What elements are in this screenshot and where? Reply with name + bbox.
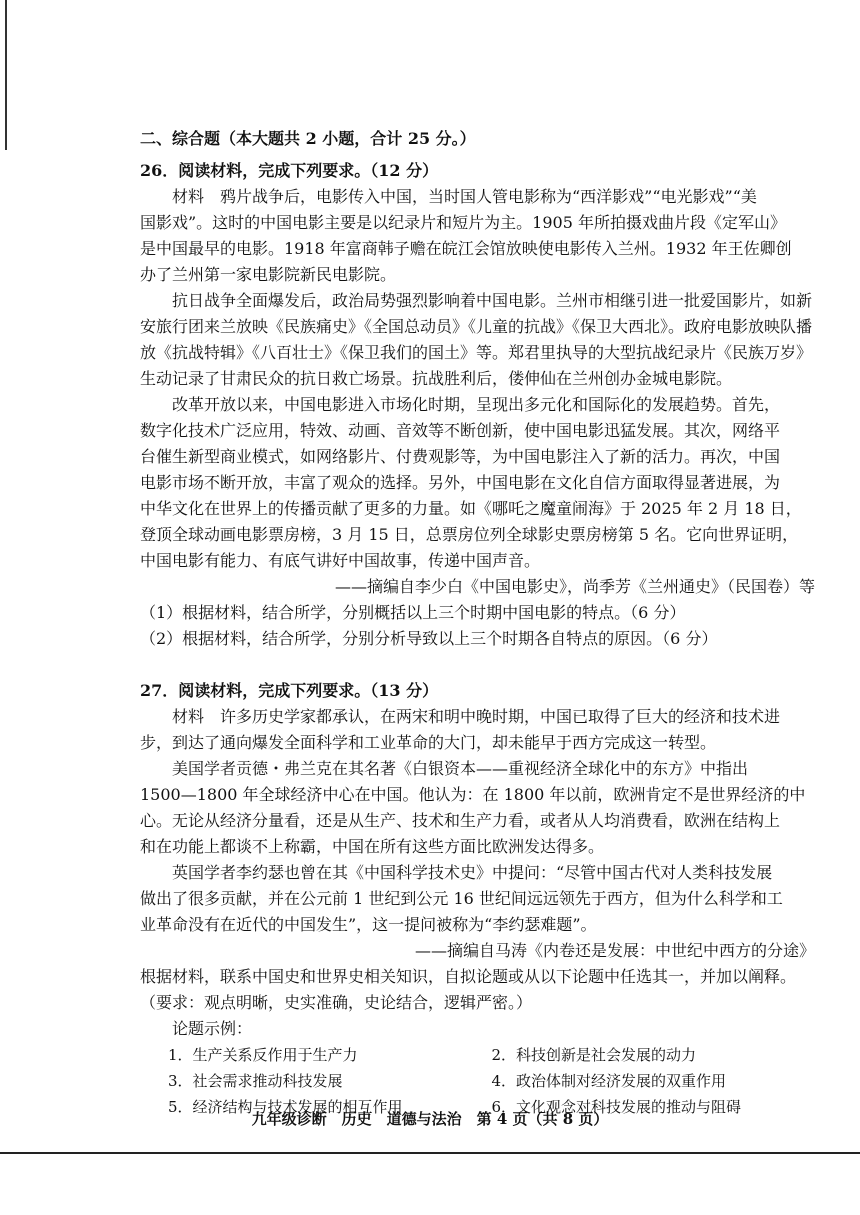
q26-material-line: 数字化技术广泛应用，特效、动画、音效等不断创新，使中国电影迅猛发展。其次，网络平: [140, 421, 781, 440]
q27-material-line: 心。无论从经济分量看，还是从生产、技术和生产力看，或者从人均消费看，欧洲在结构上: [140, 811, 781, 830]
q27-material-line: 美国学者贡德・弗兰克在其名著《白银资本——重视经济全球化中的东方》中指出: [172, 759, 749, 778]
page-content: [140, 126, 815, 1120]
q26-task-1: （1）根据材料，结合所学，分别概括以上三个时期中国电影的特点。（6 分）: [140, 603, 686, 622]
q27-material-line: 英国学者李约瑟也曾在其《中国科学技术史》中提问：“尽管中国古代对人类科技发展: [172, 863, 773, 882]
q26-material-line: 抗日战争全面爆发后，政治局势强烈影响着中国电影。兰州市相继引进一批爱国影片，如新: [172, 291, 813, 310]
topic-item: 3．社会需求推动科技发展: [168, 1072, 343, 1090]
q26-material-line: 安旅行团来兰放映《民族痛史》《全国总动员》《儿童的抗战》《保卫大西北》。政府电影放映队播: [140, 317, 813, 336]
q27-instruction: 根据材料，联系中国史和世界史相关知识，自拟论题或从以下论题中任选其一，并加以阐释。: [140, 967, 797, 986]
topic-item: 6．文化观念对科技发展的推动与阻碍: [491, 1098, 742, 1116]
section-heading: 二、综合题（本大题共 2 小题，合计 25 分。）: [140, 129, 476, 148]
q27-requirement: （要求：观点明晰，史实准确，史论结合，逻辑严密。）: [140, 993, 533, 1012]
topic-item: 2．科技创新是社会发展的动力: [491, 1046, 697, 1064]
page-footer: 九年级诊断 历史 道德与法治 第 4 页（共 8 页）: [251, 1110, 609, 1128]
bottom-divider: [0, 1152, 860, 1154]
q26-material-line: 中华文化在世界上的传播贡献了更多的力量。如《哪吒之魔童闹海》于 2025 年 2 月 18 日，: [140, 499, 802, 518]
topic-item: 4．政治体制对经济发展的双重作用: [491, 1072, 727, 1090]
q26-material-line: 改革开放以来，中国电影进入市场化时期，呈现出多元化和国际化的发展趋势。首先，: [172, 395, 781, 414]
q27-material-line: 业革命没有在近代的中国发生”，这一提问被称为“李约瑟难题”。: [140, 915, 597, 934]
q26-material-line: 材料 鸦片战争后，电影传入中国，当时国人管电影称为“西洋影戏”“电光影戏”“美: [172, 187, 757, 206]
q26-material-line: 办了兰州第一家电影院新民电影院。: [140, 265, 397, 284]
topic-item: 5．经济结构与技术发展的相互作用: [168, 1098, 403, 1116]
topic-row: [140, 1068, 815, 1094]
scan-edge-line: [5, 0, 7, 150]
topic-row: [140, 1042, 815, 1068]
q26-material-line: 台催生新型商业模式，如网络影片、付费观影等，为中国电影注入了新的活力。再次，中国: [140, 447, 781, 466]
q27-material-line: 做出了很多贡献，并在公元前 1 世纪到公元 16 世纪间远远领先于西方，但为什么科学和工: [140, 889, 783, 908]
q26-task-2: （2）根据材料，结合所学，分别分析导致以上三个时期各自特点的原因。（6 分）: [140, 629, 718, 648]
topic-item: 1．生产关系反作用于生产力: [168, 1046, 358, 1064]
q26-material-line: 放《抗战特辑》《八百壮士》《保卫我们的国土》等。郑君里执导的大型抗战纪录片《民族万岁》: [140, 343, 813, 362]
q26-material-line: 国影戏”。这时的中国电影主要是以纪录片和短片为主。1905 年所拍摄戏曲片段《定军山》: [140, 213, 786, 232]
q26-title: 26．阅读材料，完成下列要求。（12 分）: [140, 161, 439, 180]
q27-material-line: 1500—1800 年全球经济中心在中国。他认为：在 1800 年以前，欧洲肯定不是世界经济的中: [140, 785, 806, 804]
q26-material-line: 是中国最早的电影。1918 年富商韩子赡在皖江会馆放映使电影传入兰州。1932 年王佐卿创: [140, 239, 792, 258]
q26-source: ——摘编自李少白《中国电影史》，尚季芳《兰州通史》（民国卷）等: [334, 577, 815, 596]
q26-material-line: 中国电影有能力、有底气讲好中国故事，传递中国声音。: [140, 551, 541, 570]
q26-material-line: 生动记录了甘肃民众的抗日救亡场景。抗战胜利后，偻伸仙在兰州创办金城电影院。: [140, 369, 733, 388]
q27-material-line: 和在功能上都谈不上称霸，中国在所有这些方面比欧洲发达得多。: [140, 837, 605, 856]
q27-material-line: 步，到达了通向爆发全面科学和工业革命的大门，却未能早于西方完成这一转型。: [140, 733, 717, 752]
q27-examples-label: 论题示例：: [172, 1019, 253, 1038]
q27-title: 27．阅读材料，完成下列要求。（13 分）: [140, 681, 439, 700]
q26-material-line: 电影市场不断开放，丰富了观众的选择。另外，中国电影在文化自信方面取得显著进展，为: [140, 473, 781, 492]
q27-source: ——摘编自马涛《内卷还是发展：中世纪中西方的分途》: [414, 941, 815, 960]
q27-material-line: 材料 许多历史学家都承认，在两宋和明中晚时期，中国已取得了巨大的经济和技术进: [172, 707, 781, 726]
q26-material-line: 登顶全球动画电影票房榜，3 月 15 日，总票房位列全球影史票房榜第 5 名。它向世界证明，: [140, 525, 799, 544]
